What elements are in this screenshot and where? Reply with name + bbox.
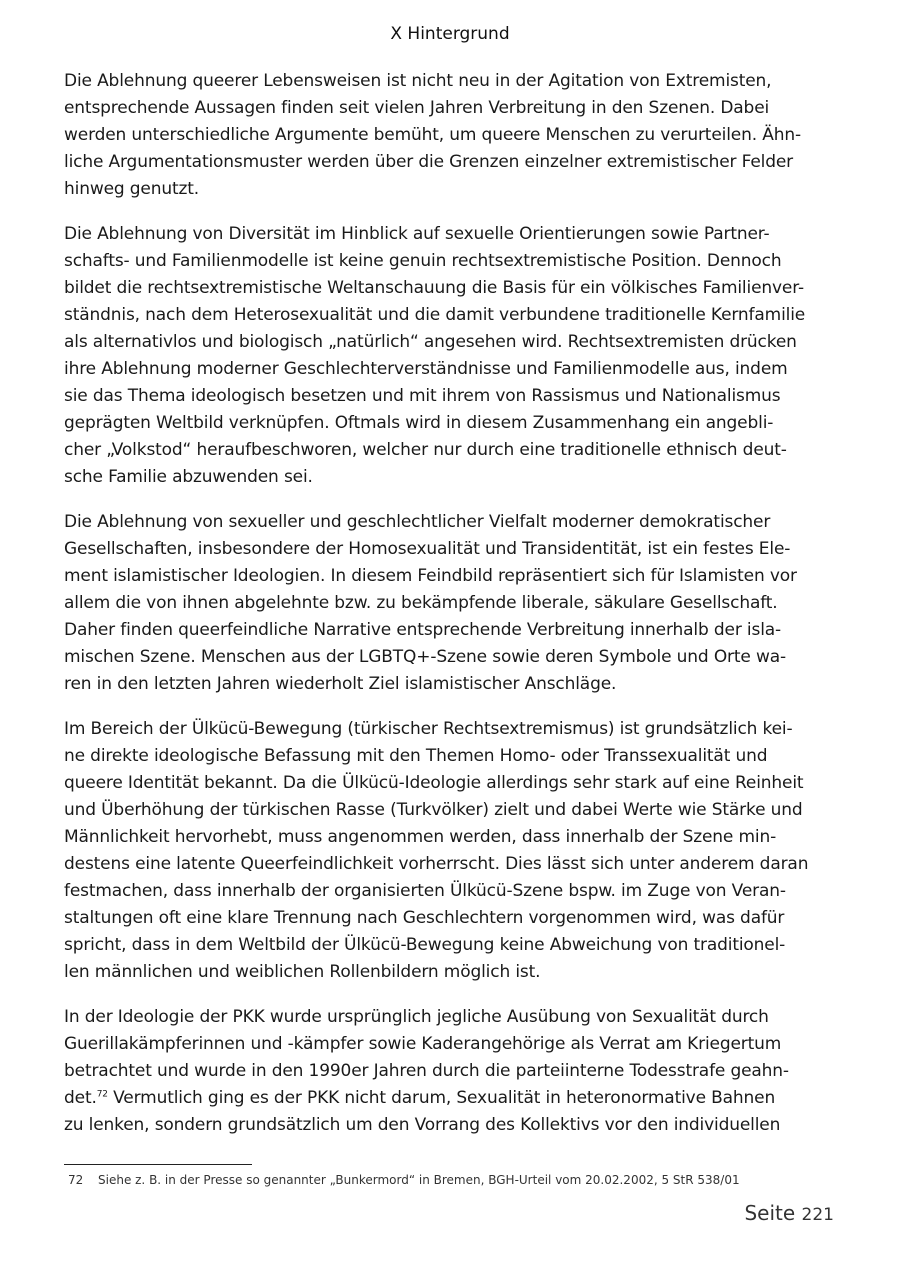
footnote-reference[interactable]: 72 (96, 1089, 108, 1100)
text-line: liche Argumentationsmuster werden über die Grenzen einzelner extremistischer Felder (64, 152, 794, 172)
text-line: zu lenken, sondern grundsätzlich um den Vorrang des Kollektivs vor den individuellen (64, 1115, 781, 1135)
text-line: betrachtet und wurde in den 1990er Jahren durch die parteiinterne Todesstrafe geahn- (64, 1061, 789, 1081)
text-line: schafts- und Familienmodelle ist keine genuin rechtsextremistische Position. Dennoch (64, 251, 782, 271)
paragraph-4 (64, 716, 809, 986)
text-line: Guerillakämpferinnen und -kämpfer sowie Kaderangehörige als Verrat am Kriegertum (64, 1034, 782, 1054)
paragraph-3 (64, 509, 797, 698)
paragraph-1 (64, 68, 801, 203)
text-line: len männlichen und weiblichen Rollenbildern möglich ist. (64, 962, 541, 982)
footnote-number: 72 (68, 1173, 84, 1187)
text-line: destens eine latente Queerfeindlichkeit vorherrscht. Dies lässt sich unter anderem daran (64, 854, 809, 874)
text-line: Im Bereich der Ülkücü-Bewegung (türkischer Rechtsextremismus) ist grundsätzlich kei- (64, 719, 793, 739)
text-line: allem die von ihnen abgelehnte bzw. zu bekämpfende liberale, säkulare Gesellschaft. (64, 593, 778, 613)
text-line: cher „Volkstod“ heraufbeschworen, welcher nur durch eine traditionelle ethnisch deut- (64, 440, 787, 460)
text-line: und Überhöhung der türkischen Rasse (Turkvölker) zielt und dabei Werte wie Stärke und (64, 800, 803, 820)
paragraph-2 (64, 221, 806, 491)
text-fragment: det. (64, 1088, 97, 1108)
paragraph-5 (64, 1004, 797, 1139)
text-line: sie das Thema ideologisch besetzen und mit ihrem von Rassismus und Nationalismus (64, 386, 781, 406)
text-line: staltungen oft eine klare Trennung nach Geschlechtern vorgenommen wird, was dafür (64, 908, 785, 928)
running-header: X Hintergrund (390, 24, 510, 44)
text-line: ment islamistischer Ideologien. In diesem Feindbild repräsentiert sich für Islamisten vor (64, 566, 797, 586)
page-number-value: 221 (801, 1205, 834, 1225)
text-line: ständnis, nach dem Heterosexualität und die damit verbundene traditionelle Kernfamilie (64, 305, 806, 325)
text-line: Männlichkeit hervorhebt, muss angenommen werden, dass innerhalb der Szene min- (64, 827, 777, 847)
text-line: In der Ideologie der PKK wurde ursprünglich jegliche Ausübung von Sexualität durch (64, 1007, 769, 1027)
footnote-text: Siehe z. B. in der Presse so genannter „Bunkermord“ in Bremen, BGH-Urteil vom 20.02.2002, 5 StR 538/01 (98, 1173, 740, 1187)
text-line: festmachen, dass innerhalb der organisierten Ülkücü-Szene bspw. im Zuge von Veran- (64, 881, 786, 901)
text-line: ren in den letzten Jahren wiederholt Ziel islamistischer Anschläge. (64, 674, 617, 694)
text-line: hinweg genutzt. (64, 179, 200, 199)
text-line: entsprechende Aussagen finden seit vielen Jahren Verbreitung in den Szenen. Dabei (64, 98, 770, 118)
text-line: queere Identität bekannt. Da die Ülkücü-Ideologie allerdings sehr stark auf eine Reinheit (64, 773, 804, 793)
text-fragment: Vermutlich ging es der PKK nicht darum, Sexualität in heteronormative Bahnen (107, 1088, 776, 1108)
footnote (68, 1173, 740, 1187)
text-line: als alternativlos und biologisch „natürlich“ angesehen wird. Rechtsextremisten drücken (64, 332, 797, 352)
text-line: Daher finden queerfeindliche Narrative entsprechende Verbreitung innerhalb der isla- (64, 620, 782, 640)
footnote-divider (64, 1164, 252, 1165)
text-line: spricht, dass in dem Weltbild der Ülkücü-Bewegung keine Abweichung von traditionel- (64, 935, 786, 955)
text-line: Die Ablehnung von Diversität im Hinblick auf sexuelle Orientierungen sowie Partner- (64, 224, 770, 244)
page-number-label: Seite (744, 1201, 796, 1225)
text-line: geprägten Weltbild verknüpfen. Oftmals wird in diesem Zusammenhang ein angebli- (64, 413, 774, 433)
text-line: Die Ablehnung queerer Lebensweisen ist nicht neu in der Agitation von Extremisten, (64, 71, 772, 91)
text-line: bildet die rechtsextremistische Weltanschauung die Basis für ein völkisches Familienver- (64, 278, 804, 298)
text-line: Die Ablehnung von sexueller und geschlechtlicher Vielfalt moderner demokratischer (64, 512, 771, 532)
text-line-with-footnote (64, 1085, 797, 1112)
body-text (64, 68, 809, 1157)
text-line: sche Familie abzuwenden sei. (64, 467, 313, 487)
text-line: Gesellschaften, insbesondere der Homosexualität und Transidentität, ist ein festes Ele- (64, 539, 791, 559)
text-line: mischen Szene. Menschen aus der LGBTQ+-Szene sowie deren Symbole und Orte wa- (64, 647, 786, 667)
text-line: ihre Ablehnung moderner Geschlechterverständnisse und Familienmodelle aus, indem (64, 359, 788, 379)
page-number (744, 1201, 834, 1225)
text-line: ne direkte ideologische Befassung mit den Themen Homo- oder Transsexualität und (64, 746, 768, 766)
text-line: werden unterschiedliche Argumente bemüht, um queere Menschen zu verurteilen. Ähn- (64, 125, 801, 145)
